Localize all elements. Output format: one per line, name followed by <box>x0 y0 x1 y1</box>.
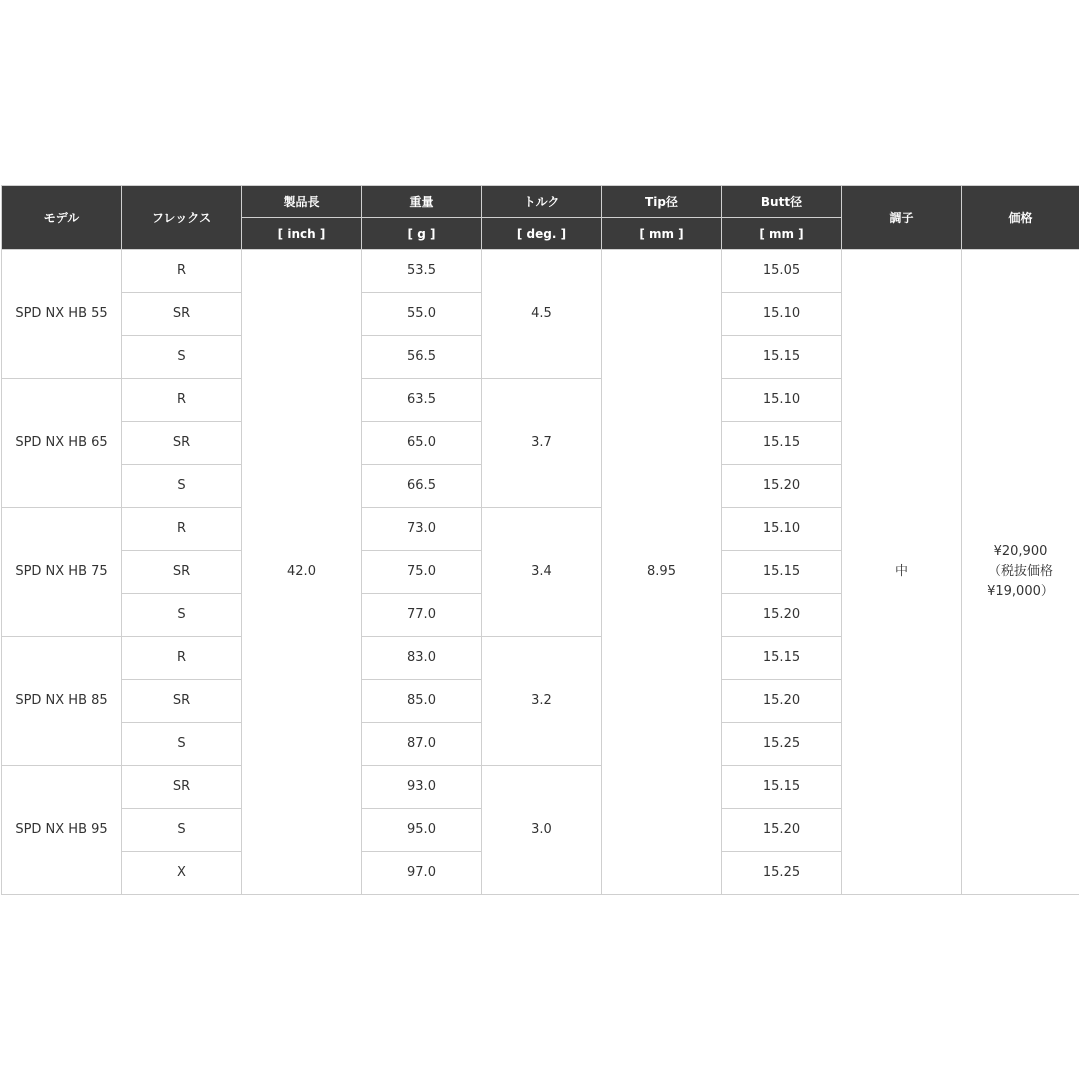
torque-cell: 3.4 <box>482 508 602 637</box>
flex-cell: R <box>122 637 242 680</box>
spec-table-container <box>1 185 1079 895</box>
price-cell <box>962 250 1080 895</box>
flex-cell: SR <box>122 680 242 723</box>
weight-cell: 87.0 <box>362 723 482 766</box>
weight-cell: 53.5 <box>362 250 482 293</box>
butt-cell: 15.25 <box>722 852 842 895</box>
flex-cell: R <box>122 250 242 293</box>
header-tip-unit: [ mm ] <box>602 218 722 250</box>
header-butt: Butt径 <box>722 186 842 218</box>
header-weight-unit: [ g ] <box>362 218 482 250</box>
flex-cell: R <box>122 508 242 551</box>
torque-cell: 3.2 <box>482 637 602 766</box>
weight-cell: 65.0 <box>362 422 482 465</box>
header-butt-unit: [ mm ] <box>722 218 842 250</box>
butt-cell: 15.20 <box>722 594 842 637</box>
flex-cell: S <box>122 336 242 379</box>
price-note-open: （税抜価格 <box>987 564 1053 579</box>
header-length-unit: [ inch ] <box>242 218 362 250</box>
flex-cell: X <box>122 852 242 895</box>
butt-cell: 15.15 <box>722 422 842 465</box>
butt-cell: 15.15 <box>722 766 842 809</box>
header-row-1 <box>2 186 1080 218</box>
flex-cell: S <box>122 465 242 508</box>
model-name: SPD NX HB 75 <box>2 508 122 637</box>
weight-cell: 77.0 <box>362 594 482 637</box>
weight-cell: 93.0 <box>362 766 482 809</box>
torque-cell: 3.0 <box>482 766 602 895</box>
price-tax-included: ¥20,900 <box>993 544 1048 559</box>
butt-cell: 15.15 <box>722 637 842 680</box>
butt-cell: 15.10 <box>722 508 842 551</box>
header-torque-unit: [ deg. ] <box>482 218 602 250</box>
butt-cell: 15.25 <box>722 723 842 766</box>
length-cell: 42.0 <box>242 250 362 895</box>
torque-cell: 3.7 <box>482 379 602 508</box>
header-kick: 調子 <box>842 186 962 250</box>
header-torque: トルク <box>482 186 602 218</box>
model-name: SPD NX HB 55 <box>2 250 122 379</box>
flex-cell: SR <box>122 422 242 465</box>
weight-cell: 83.0 <box>362 637 482 680</box>
flex-cell: S <box>122 723 242 766</box>
flex-cell: S <box>122 594 242 637</box>
model-name: SPD NX HB 85 <box>2 637 122 766</box>
table-row <box>2 250 1080 293</box>
header-price: 価格 <box>962 186 1080 250</box>
weight-cell: 55.0 <box>362 293 482 336</box>
flex-cell: S <box>122 809 242 852</box>
butt-cell: 15.20 <box>722 465 842 508</box>
price-tax-excluded: ¥19,000） <box>987 584 1054 599</box>
weight-cell: 95.0 <box>362 809 482 852</box>
flex-cell: SR <box>122 766 242 809</box>
weight-cell: 75.0 <box>362 551 482 594</box>
header-tip: Tip径 <box>602 186 722 218</box>
flex-cell: SR <box>122 551 242 594</box>
header-length: 製品長 <box>242 186 362 218</box>
butt-cell: 15.10 <box>722 293 842 336</box>
weight-cell: 63.5 <box>362 379 482 422</box>
tip-cell: 8.95 <box>602 250 722 895</box>
butt-cell: 15.05 <box>722 250 842 293</box>
weight-cell: 73.0 <box>362 508 482 551</box>
butt-cell: 15.15 <box>722 336 842 379</box>
model-name: SPD NX HB 65 <box>2 379 122 508</box>
butt-cell: 15.20 <box>722 680 842 723</box>
weight-cell: 56.5 <box>362 336 482 379</box>
weight-cell: 97.0 <box>362 852 482 895</box>
header-weight: 重量 <box>362 186 482 218</box>
weight-cell: 66.5 <box>362 465 482 508</box>
spec-table <box>1 185 1079 895</box>
flex-cell: R <box>122 379 242 422</box>
header-model: モデル <box>2 186 122 250</box>
butt-cell: 15.15 <box>722 551 842 594</box>
header-flex: フレックス <box>122 186 242 250</box>
weight-cell: 85.0 <box>362 680 482 723</box>
flex-cell: SR <box>122 293 242 336</box>
table-header <box>2 186 1080 250</box>
model-name: SPD NX HB 95 <box>2 766 122 895</box>
butt-cell: 15.20 <box>722 809 842 852</box>
butt-cell: 15.10 <box>722 379 842 422</box>
kick-cell: 中 <box>842 250 962 895</box>
table-body <box>2 250 1080 895</box>
torque-cell: 4.5 <box>482 250 602 379</box>
